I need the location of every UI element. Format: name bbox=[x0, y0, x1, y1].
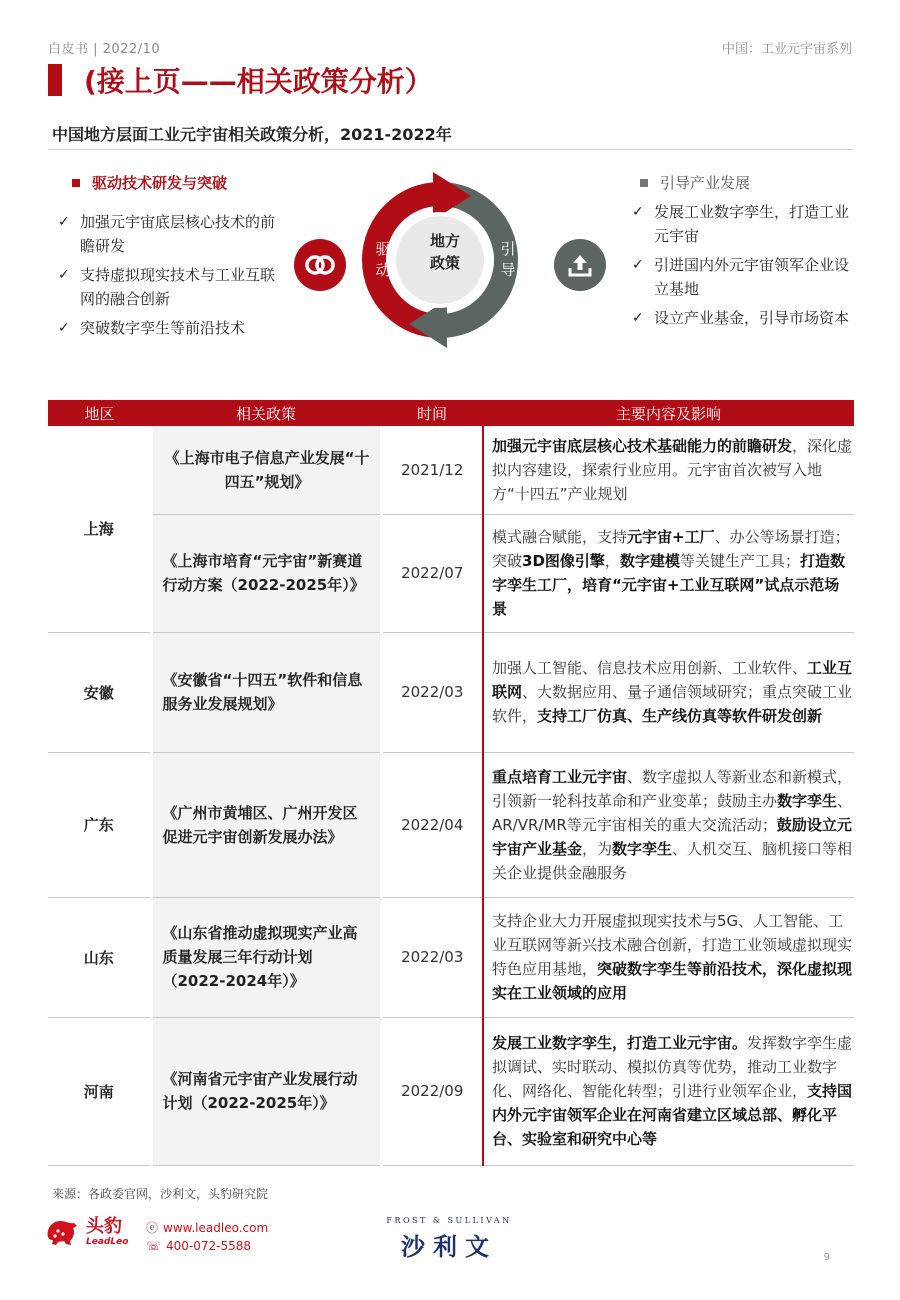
upload-icon bbox=[554, 239, 606, 291]
header-time: 时间 bbox=[381, 400, 483, 426]
desc-text: 、AR/VR/MR等元宇宙相关的重大交流活动； bbox=[492, 791, 853, 834]
desc-bold-text: 重点培育工业元宇宙 bbox=[492, 767, 628, 786]
table-row bbox=[48, 1017, 854, 1165]
cycle-center-label: 地方 政策 bbox=[429, 232, 460, 272]
desc-cell bbox=[483, 752, 854, 897]
list-item: ✓ 设立产业基金，引导市场资本 bbox=[632, 306, 854, 330]
leadleo-logo: 头豹 LeadLeo bbox=[44, 1217, 128, 1247]
desc-text: 等关键生产工具； bbox=[679, 552, 800, 570]
table-row bbox=[48, 897, 854, 1017]
header-region: 地区 bbox=[48, 400, 151, 426]
policy-cell: 《山东省推动虚拟现实产业高质量发展三年行动计划（2022-2024年）》 bbox=[151, 897, 381, 1017]
desc-text: 支持企业大力开展虚拟现实技术与5G、人工智能、工业互联网等新兴技术融合创新，打造工业领域虚拟现实特色应用基地， bbox=[492, 912, 853, 978]
section-subtitle: 中国地方层面工业元宇宙相关政策分析，2021-2022年 bbox=[52, 125, 452, 144]
right-section-heading-text: 引导产业发展 bbox=[660, 174, 751, 192]
region-cell: 山东 bbox=[48, 897, 151, 1017]
page-number: 9 bbox=[823, 1252, 830, 1263]
subtitle-divider bbox=[48, 149, 853, 150]
time-cell: 2022/04 bbox=[381, 752, 483, 897]
desc-text: 模式融合赋能，支持 bbox=[492, 528, 628, 546]
desc-bold-text: 支持工厂仿真、生产线仿真等软件研发创新 bbox=[537, 707, 823, 725]
policy-cell: 《上海市培育“元宇宙”新赛道行动方案（2022-2025年）》 bbox=[151, 514, 381, 632]
link-rings-icon bbox=[294, 239, 346, 291]
square-bullet-icon bbox=[72, 179, 80, 187]
right-check-list bbox=[632, 200, 854, 335]
desc-text: 、人机交互、脑机接口等相关企业提供金融服务 bbox=[492, 839, 853, 882]
title-accent-bar bbox=[48, 64, 62, 96]
right-section-heading bbox=[640, 172, 750, 193]
header-right: 中国：工业元宇宙系列 bbox=[721, 42, 852, 57]
policy-cell: 《广州市黄埔区、广州开发区促进元宇宙创新发展办法》 bbox=[151, 752, 381, 897]
cycle-guide-label: 引 导 bbox=[500, 240, 516, 279]
time-cell: 2022/09 bbox=[381, 1017, 483, 1165]
frost-sullivan-logo: FROST & SULLIVAN 沙利文 bbox=[386, 1216, 512, 1261]
desc-text: ， bbox=[604, 552, 620, 570]
region-cell: 上海 bbox=[48, 426, 151, 632]
desc-bold-text: 鼓励设立元宇宙产业基金 bbox=[492, 815, 852, 858]
region-cell: 安徽 bbox=[48, 632, 151, 752]
list-item: ✓ 突破数字孪生等前沿技术 bbox=[58, 316, 283, 340]
left-check-list bbox=[58, 210, 283, 345]
policy-cell: 《安徽省“十四五”软件和信息服务业发展规划》 bbox=[151, 632, 381, 752]
left-section-heading-text: 驱动技术研发与突破 bbox=[92, 174, 228, 192]
policy-cell: 《上海市电子信息产业发展“十四五”规划》 bbox=[151, 426, 381, 514]
checkmark-icon: ✓ bbox=[632, 257, 644, 273]
table-row bbox=[48, 514, 854, 632]
source-note: 来源：各政委官网，沙利文，头豹研究院 bbox=[52, 1187, 269, 1201]
desc-bold-text: 数字孪生 bbox=[612, 839, 673, 858]
header-content: 主要内容及影响 bbox=[483, 400, 854, 426]
website-link[interactable]: www.leadleo.com bbox=[163, 1221, 269, 1235]
table-row bbox=[48, 752, 854, 897]
region-cell: 河南 bbox=[48, 1017, 151, 1165]
phone-number: 400-072-5588 bbox=[166, 1239, 252, 1253]
desc-cell bbox=[483, 632, 854, 752]
time-cell: 2022/07 bbox=[381, 514, 483, 632]
checkmark-icon: ✓ bbox=[58, 320, 70, 336]
checkmark-icon: ✓ bbox=[58, 267, 70, 283]
list-item: ✓ 引进国内外元宇宙领军企业设立基地 bbox=[632, 253, 854, 301]
table-row bbox=[48, 426, 854, 514]
page-title: (接上页——相关政策分析） bbox=[84, 65, 433, 98]
desc-text: 发挥数字孪生虚拟调试、实时联动、模拟仿真等优势，推动工业数字化、网络化、智能化转型；引进行业领军企业， bbox=[492, 1034, 853, 1100]
region-cell: 广东 bbox=[48, 752, 151, 897]
desc-cell bbox=[483, 1017, 854, 1165]
time-cell: 2021/12 bbox=[381, 426, 483, 514]
left-section-heading bbox=[72, 172, 227, 193]
square-bullet-icon bbox=[640, 179, 648, 187]
desc-text: ，为 bbox=[582, 839, 613, 858]
desc-text: 、办公等场景打造；突破 bbox=[492, 528, 850, 570]
leopard-icon bbox=[44, 1217, 80, 1247]
desc-bold-text: 3D图像引擎 bbox=[522, 552, 605, 570]
phone-icon: ☏ bbox=[146, 1239, 162, 1253]
desc-bold-text: 加强元宇宙底层核心技术基础能力的前瞻研发 bbox=[492, 436, 793, 455]
desc-cell bbox=[483, 426, 854, 514]
desc-bold-text: 发展工业数字孪生，打造工业元宇宙。 bbox=[492, 1034, 748, 1052]
time-cell: 2022/03 bbox=[381, 897, 483, 1017]
web-icon: ⓔ bbox=[146, 1221, 159, 1235]
checkmark-icon: ✓ bbox=[58, 214, 70, 230]
list-item: ✓ 发展工业数字孪生，打造工业元宇宙 bbox=[632, 200, 854, 248]
list-item: ✓ 加强元宇宙底层核心技术的前瞻研发 bbox=[58, 210, 283, 258]
desc-bold-text: 元宇宙+工厂 bbox=[627, 528, 715, 546]
desc-text: 、大数据应用、量子通信领域研究；重点突破工业软件， bbox=[492, 683, 853, 725]
desc-bold-text: 突破数字孪生等前沿技术，深化虚拟现实在工业领域的应用 bbox=[492, 960, 853, 1002]
policy-table bbox=[48, 400, 854, 1166]
cycle-drive-label: 驱 动 bbox=[375, 240, 391, 279]
desc-bold-text: 打造数字孪生工厂，培育“元宇宙+工业互联网”试点示范场景 bbox=[492, 552, 845, 618]
contact-info bbox=[146, 1219, 268, 1255]
desc-text: 、数字虚拟人等新业态和新模式，引领新一轮科技革命和产业变革；鼓励主办 bbox=[492, 767, 853, 810]
desc-bold-text: 数字孪生 bbox=[777, 791, 838, 810]
table-row bbox=[48, 632, 854, 752]
table-header-row bbox=[48, 400, 854, 426]
desc-cell bbox=[483, 514, 854, 632]
desc-bold-text: 支持国内外元宇宙领军企业在河南省建立区域总部、孵化平台、实验室和研究中心等 bbox=[492, 1082, 853, 1148]
header-policy: 相关政策 bbox=[151, 400, 381, 426]
desc-text: 加强人工智能、信息技术应用创新、工业软件、 bbox=[492, 659, 808, 677]
policy-cell: 《河南省元宇宙产业发展行动计划（2022-2025年）》 bbox=[151, 1017, 381, 1165]
time-cell: 2022/03 bbox=[381, 632, 483, 752]
desc-bold-text: 工业互联网 bbox=[492, 659, 853, 701]
list-item: ✓ 支持虚拟现实技术与工业互联网的融合创新 bbox=[58, 263, 283, 311]
header-left: 白皮书 | 2022/10 bbox=[48, 42, 161, 57]
desc-text: ，深化虚拟内容建设，探索行业应用。元宇宙首次被写入地方“十四五”产业规划 bbox=[492, 436, 853, 503]
checkmark-icon: ✓ bbox=[632, 204, 644, 220]
checkmark-icon: ✓ bbox=[632, 310, 644, 326]
desc-bold-text: 数字建模 bbox=[619, 552, 680, 570]
desc-cell bbox=[483, 897, 854, 1017]
